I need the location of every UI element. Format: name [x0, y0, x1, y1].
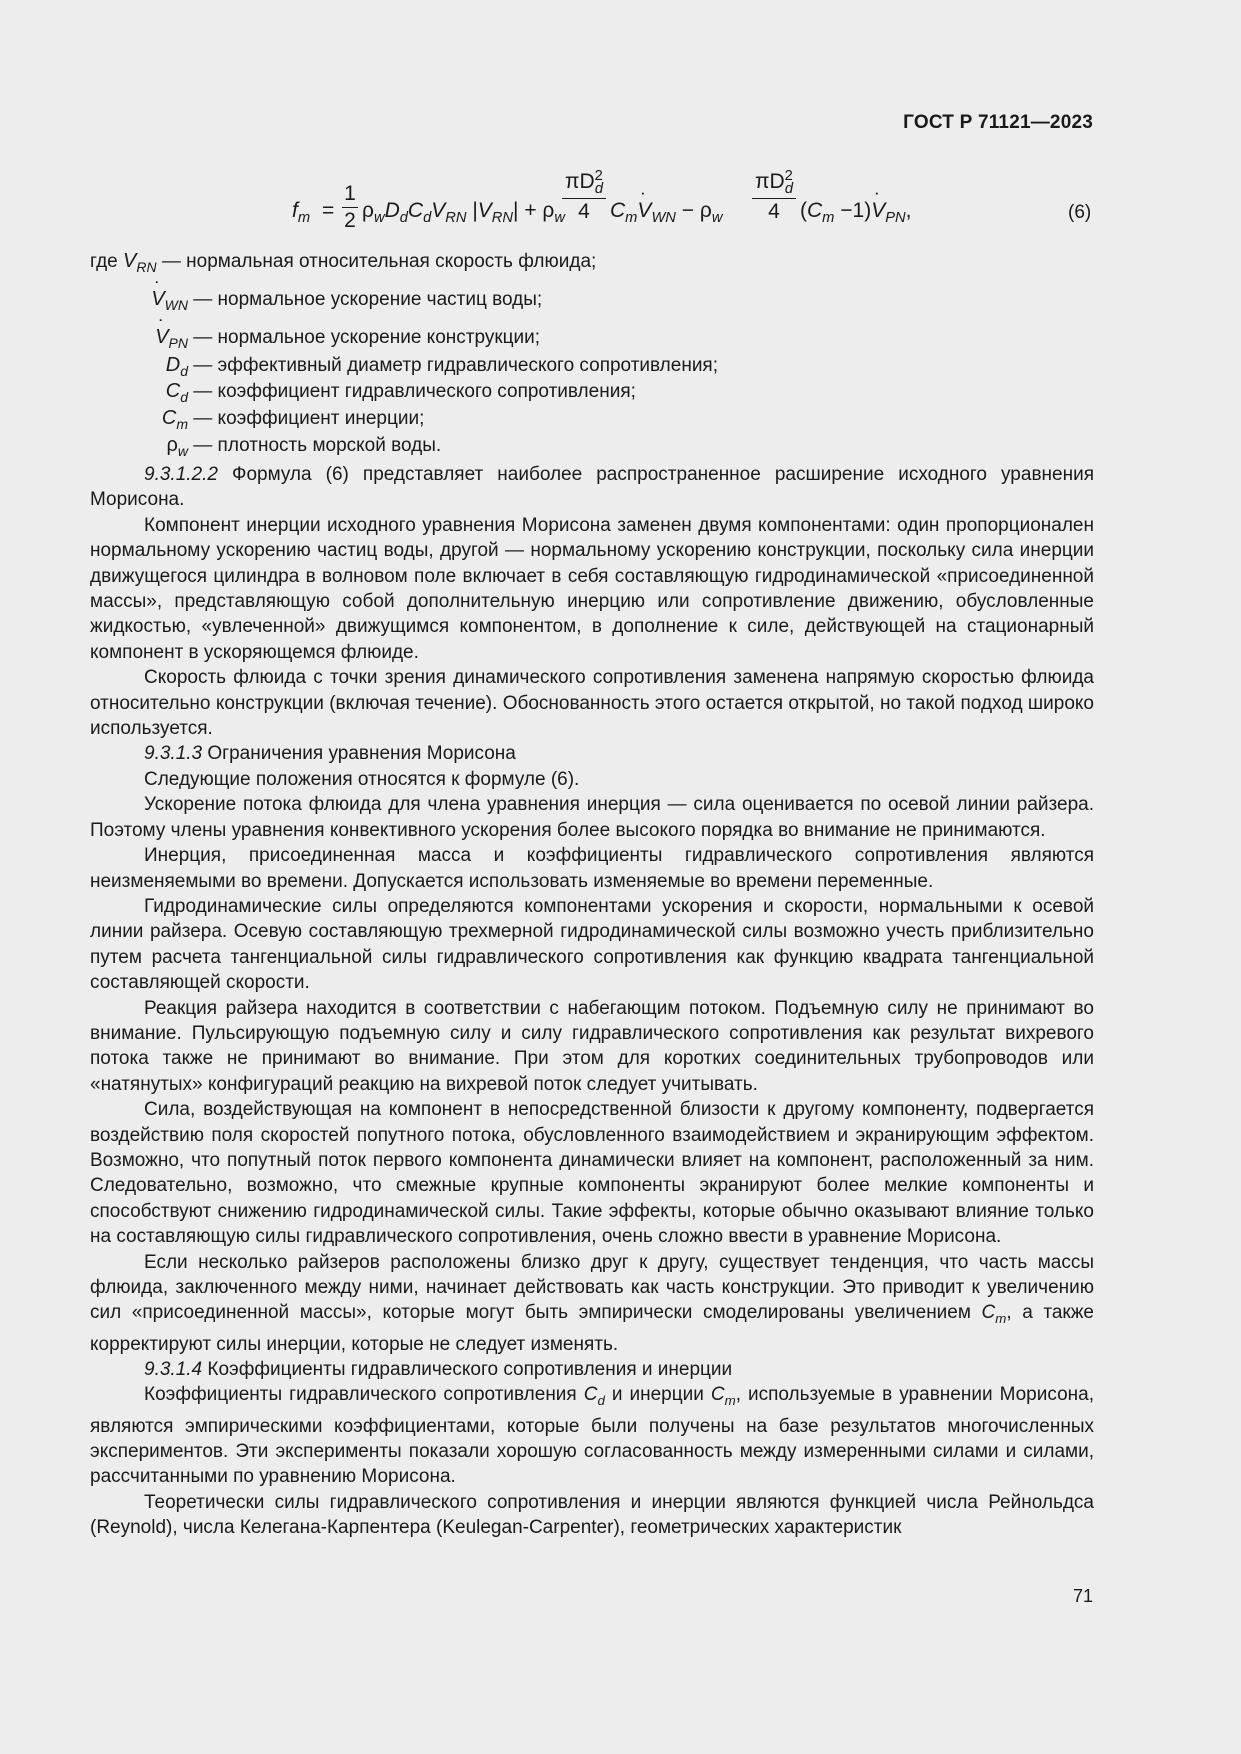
definition-symbol: ˙ $V_{PN}$: [120, 326, 188, 351]
clause-number: 9.3.1.3: [144, 743, 203, 765]
definition-symbol: ˙ $V_{WN}$: [120, 288, 188, 313]
definition-item: [120, 434, 441, 459]
definition-item: [120, 288, 542, 313]
definition-text: — эффективный диаметр гидравлического сопротивления;: [193, 355, 718, 376]
definition-text: — нормальное ускорение частиц воды;: [193, 289, 543, 310]
paragraph: Скорость флюида с точки зрения динамического сопротивления заменена напрямую скоростью флюида относительно конструкции (включая течение). Обоснованность этого остается открытой, но такой подход широко используется.: [90, 667, 1094, 740]
definition-item: [120, 354, 718, 379]
formula-frac-2: $\pi D^2_d$ 4: [752, 168, 796, 224]
formula-term3: ($C_m$ −1)˙ $V_{PN}$,: [800, 199, 911, 226]
formula-half: 1 2: [342, 182, 358, 233]
definition-item: [120, 326, 540, 351]
paragraph: Теоретически силы гидравлического сопротивления и инерции являются функцией числа Рейнольдса (Reynold), числа Келегана-Карпентера (Keulegan-Carpenter), геометрических характеристик: [90, 1491, 1094, 1539]
section-heading: 9.3.1.4 Коэффициенты гидравлического сопротивления и инерции: [144, 1359, 733, 1381]
definition-symbol: $D_d$: [165, 354, 188, 379]
definition-symbol: $C_d$: [165, 380, 188, 405]
definition-item: [90, 250, 596, 275]
definition-symbol: $\rho_w$: [166, 434, 188, 459]
formula-term2: $C_m˙$ $V_{WN} - \rho_w$: [610, 199, 722, 226]
paragraph: 9.3.1.2.2 Формула (6) представляет наиболее распространенное расширение исходного уравнения Морисона.: [90, 464, 1094, 511]
clause-number: 9.3.1.2.2: [144, 464, 218, 485]
paragraph: Инерция, присоединенная масса и коэффициенты гидравлического сопротивления являются неизменяемыми во времени. Допускается использовать изменяемые во времени переменные.: [90, 845, 1094, 892]
definition-item: [120, 380, 636, 405]
formula-6: [292, 168, 1092, 238]
definition-text: — плотность морской воды.: [193, 435, 442, 456]
formula-equals: =: [322, 199, 335, 222]
definition-item: [120, 407, 424, 432]
definition-text: — коэффициент инерции;: [193, 408, 425, 429]
paragraph: Коэффициенты гидравлического сопротивления $C_d$ и инерции $C_m$, используемые в уравнении Морисона, являются эмпирическими коэффициентами, которые были получены на базе результатов многочисленных экспериментов. Эти эксперименты показали хорошую согласованность между измеренными силами и силами, рассчитанными по уравнению Морисона.: [90, 1384, 1094, 1488]
paragraph: Следующие положения относятся к формуле (6).: [144, 768, 580, 790]
section-heading: 9.3.1.3 Ограничения уравнения Морисона: [144, 743, 516, 765]
paragraph: Реакция райзера находится в соответствии с набегающим потоком. Подъемную силу не принимают во внимание. Пульсирующую подъемную силу и силу гидравлического сопротивления как результат вихревого потока также не принимают во внимание. При этом для коротких соединительных трубопроводов или «натянутых» конфигураций реакцию на вихревой поток следует учитывать.: [90, 997, 1094, 1095]
body-text: [90, 462, 1094, 1541]
standard-header: ГОСТ Р 71121—2023: [903, 112, 1093, 133]
definition-symbol: $C_m$: [161, 407, 188, 432]
definition-symbol: $V_{RN}$: [123, 250, 157, 275]
definition-text: — нормальное ускорение конструкции;: [193, 327, 541, 348]
paragraph: Если несколько райзеров расположены близко друг к другу, существует тенденция, что часть массы флюида, заключенного между ними, начинает действовать как часть конструкции. Это приводит к увеличению сил «присоединенной массы», которые могут быть эмпирически смоделированы увеличением $C_m$, а также корректируют силы инерции, которые не следует изменять.: [90, 1251, 1094, 1355]
page-number: 71: [1072, 1586, 1093, 1606]
definition-text: — коэффициент гидравлического сопротивления;: [193, 381, 636, 402]
paragraph: Сила, воздействующая на компонент в непосредственной близости к другому компоненту, подвергается воздействию поля скоростей попутного потока, обусловленного взаимодействием и экранирующим эффектом. Возможно, что попутный поток первого компонента динамически влияет на компонент, расположенный за ним. Следовательно, возможно, что смежные крупные компоненты экранируют более мелкие компоненты и способствуют снижению гидродинамической силы. Такие эффекты, которые обычно оказывают влияние только на составляющую силы гидравлического сопротивления, очень сложно ввести в уравнение Морисона.: [90, 1099, 1094, 1248]
formula-term1: $\rho_wD_dC_dV_{RN}$ $|V_{RN}| + \rho_w$: [362, 199, 565, 227]
formula-lhs: $f_m$: [292, 199, 311, 227]
formula-frac-1: $\pi D^2_d$ 4: [562, 168, 606, 224]
definition-text: — нормальная относительная скорость флюида;: [161, 251, 597, 272]
formula-number: (6): [1068, 202, 1092, 223]
where-label: где: [90, 251, 118, 272]
paragraph: Гидродинамические силы определяются компонентами ускорения и скорости, нормальными к осевой линии райзера. Осевую составляющую трехмерной гидродинамической силы возможно учесть приблизительно путем расчета тангенциальной силы гидравлического сопротивления как функцию квадрата тангенциальной составляющей скорости.: [90, 895, 1094, 994]
clause-number: 9.3.1.4: [144, 1359, 203, 1381]
paragraph: Компонент инерции исходного уравнения Морисона заменен двумя компонентами: один пропорционален нормальному ускорению частиц воды, другой — нормальному ускорению конструкции, поскольку сила инерции движущегося цилиндра в волновом поле включает в себя составляющую гидродинамической «присоединенной массы», представляющую собой дополнительную инерцию или сопротивление движению, обусловленные жидкостью, «увлеченной» движущимся компонентом, в дополнение к силе, действующей на стационарный компонент в ускоряющемся флюиде.: [90, 514, 1094, 663]
paragraph: Ускорение потока флюида для члена уравнения инерция — сила оценивается по осевой линии райзера. Поэтому члены уравнения конвективного ускорения более высокого порядка во внимание не принимаются.: [90, 794, 1094, 841]
